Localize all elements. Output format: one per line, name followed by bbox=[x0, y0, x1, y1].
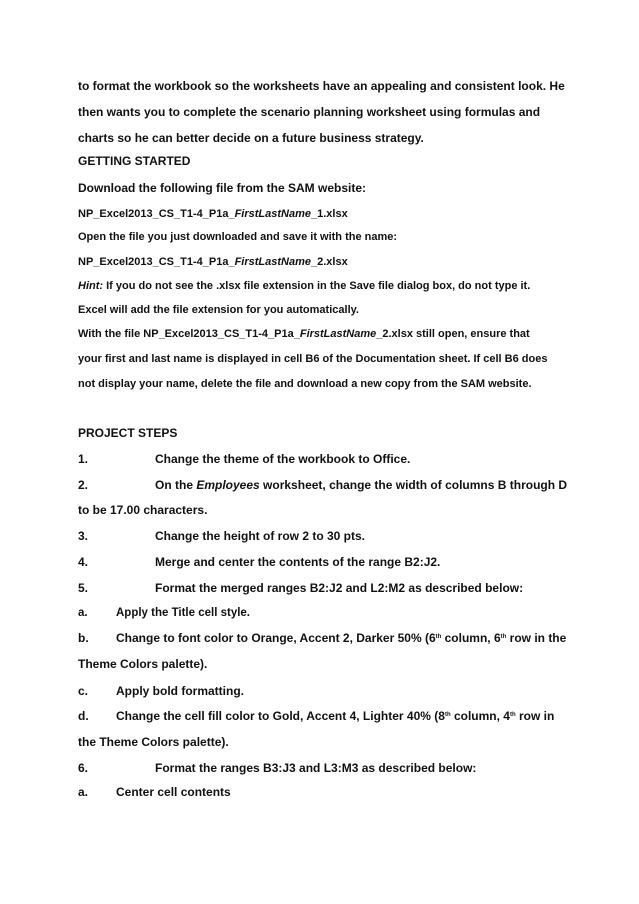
step-5d-text-2: column, 4 bbox=[450, 709, 510, 723]
step-2 bbox=[78, 477, 567, 493]
step-5d-continuation: the Theme Colors palette). bbox=[78, 735, 229, 749]
with-file-name: FirstLastName bbox=[299, 328, 377, 340]
getting-started-heading: GETTING STARTED bbox=[78, 154, 191, 168]
step-5c-letter: c. bbox=[78, 684, 89, 698]
step-5b-letter: b. bbox=[78, 631, 89, 645]
step-2-sheet-name: Employees bbox=[196, 478, 260, 492]
file-name-1-suffix: _1.xlsx bbox=[310, 208, 348, 220]
with-file-suffix: _2.xlsx still open, ensure that bbox=[376, 328, 530, 340]
step-5b-text-2: column, 6 bbox=[441, 631, 501, 645]
step-5d-sup-1: th bbox=[444, 712, 451, 718]
intro-line-3: charts so he can better decide on a future business strategy. bbox=[78, 131, 424, 145]
file-name-2-prefix: NP_Excel2013_CS_T1-4_P1a_ bbox=[78, 256, 235, 268]
step-5a-letter: a. bbox=[78, 607, 88, 619]
step-3 bbox=[78, 528, 365, 544]
step-5a-text: Apply the Title cell style. bbox=[116, 607, 250, 619]
step-5d-sup-2: th bbox=[509, 712, 516, 718]
step-3-number: 3. bbox=[78, 529, 89, 543]
step-5d bbox=[78, 708, 554, 724]
file-name-2-suffix: _2.xlsx bbox=[310, 256, 348, 268]
file-name-2 bbox=[78, 254, 348, 270]
step-6a bbox=[78, 784, 231, 800]
step-2-pre: On the bbox=[155, 478, 197, 492]
step-1-number: 1. bbox=[78, 452, 89, 466]
step-5c bbox=[78, 683, 244, 699]
step-3-text: Change the height of row 2 to 30 pts. bbox=[155, 529, 366, 543]
intro-line-1: to format the workbook so the worksheets have an appealing and consistent look. He bbox=[78, 79, 565, 93]
step-5d-text-3: row in bbox=[515, 709, 555, 723]
download-instruction: Download the following file from the SAM website: bbox=[78, 181, 366, 195]
intro-line-2: then wants you to complete the scenario planning worksheet using formulas and bbox=[78, 105, 541, 119]
step-5 bbox=[78, 580, 523, 596]
step-5b-text-3: row in the bbox=[506, 631, 567, 645]
step-2-post: worksheet, change the width of columns B through D bbox=[259, 478, 568, 492]
step-6-text: Format the ranges B3:J3 and L3:M3 as described below: bbox=[155, 761, 477, 775]
step-6a-text: Center cell contents bbox=[116, 785, 231, 799]
file-name-1 bbox=[78, 206, 348, 222]
project-steps-heading: PROJECT STEPS bbox=[78, 426, 178, 440]
hint-line-1 bbox=[78, 278, 530, 294]
with-file-prefix: With the file NP_Excel2013_CS_T1-4_P1a_ bbox=[78, 328, 300, 340]
step-5b-text-1: Change to font color to Orange, Accent 2, Darker 50% (6 bbox=[116, 631, 436, 645]
step-5b-sup-1: th bbox=[435, 634, 442, 640]
file-name-1-name: FirstLastName bbox=[234, 208, 311, 220]
step-4-text: Merge and center the contents of the range B2:J2. bbox=[155, 555, 441, 569]
step-1-text: Change the theme of the workbook to Office. bbox=[155, 452, 411, 466]
hint-label: Hint: bbox=[78, 280, 104, 292]
step-6-number: 6. bbox=[78, 761, 89, 775]
open-instruction: Open the file you just downloaded and save it with the name: bbox=[78, 231, 398, 243]
step-5b-continuation: Theme Colors palette). bbox=[78, 657, 208, 671]
step-2-continuation: to be 17.00 characters. bbox=[78, 503, 208, 517]
with-file-line-1 bbox=[78, 326, 530, 342]
step-4-number: 4. bbox=[78, 555, 89, 569]
file-name-2-name: FirstLastName bbox=[234, 256, 311, 268]
step-4 bbox=[78, 554, 440, 570]
with-file-line-3: not display your name, delete the file and download a new copy from the SAM website. bbox=[78, 378, 532, 390]
hint-line-2: Excel will add the file extension for you automatically. bbox=[78, 304, 359, 316]
step-5d-letter: d. bbox=[78, 709, 89, 723]
file-name-1-prefix: NP_Excel2013_CS_T1-4_P1a_ bbox=[78, 208, 235, 220]
step-5c-text: Apply bold formatting. bbox=[116, 684, 244, 698]
step-6a-letter: a. bbox=[78, 785, 89, 799]
hint-text: If you do not see the .xlsx file extension in the Save file dialog box, do not type it. bbox=[103, 280, 531, 292]
step-5b-sup-2: th bbox=[500, 634, 507, 640]
with-file-line-2: your first and last name is displayed in cell B6 of the Documentation sheet. If cell B6 does bbox=[78, 353, 548, 365]
step-5d-text-1: Change the cell fill color to Gold, Accent 4, Lighter 40% (8 bbox=[116, 709, 445, 723]
step-5-text: Format the merged ranges B2:J2 and L2:M2 as described below: bbox=[155, 581, 524, 595]
step-5b bbox=[78, 630, 566, 646]
step-1 bbox=[78, 451, 410, 467]
step-5-number: 5. bbox=[78, 581, 89, 595]
step-2-number: 2. bbox=[78, 478, 89, 492]
step-5a bbox=[78, 605, 250, 621]
step-6 bbox=[78, 760, 476, 776]
